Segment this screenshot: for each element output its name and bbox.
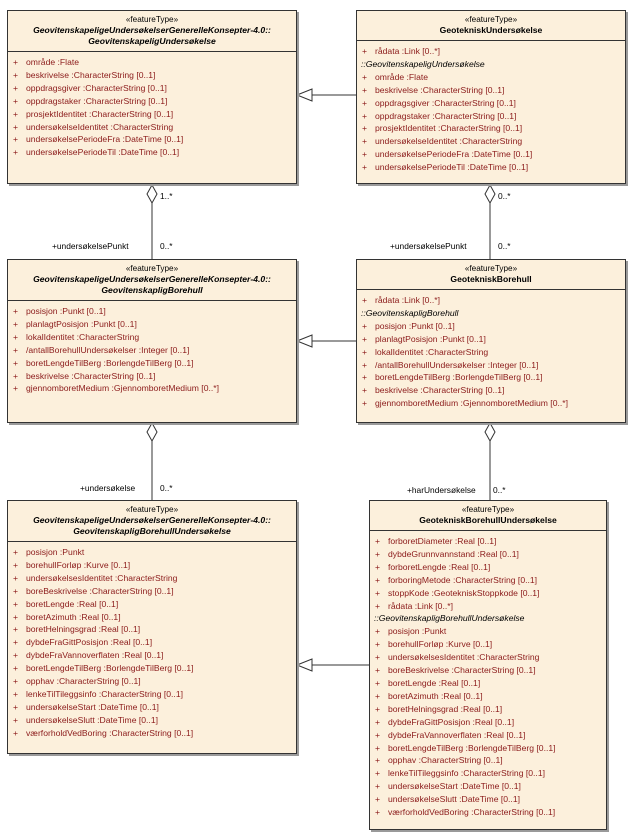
class-name: GeotekniskBorehullUndersøkelse (419, 515, 557, 525)
attribute-row (374, 625, 604, 638)
attribute-row (374, 651, 604, 664)
visibility-marker: + (13, 585, 19, 596)
visibility-marker: + (362, 110, 368, 121)
visibility-marker: + (13, 676, 19, 687)
attribute-text: forboretDiameter :Real [0..1] (388, 536, 497, 546)
visibility-marker: + (13, 559, 19, 570)
visibility-marker: + (375, 677, 381, 688)
inherited-attribute-list (361, 71, 623, 174)
attribute-row (374, 767, 604, 780)
attribute-text: oppdragstaker :CharacterString [0..1] (375, 110, 517, 121)
attribute-text: beskrivelse :CharacterString [0..1] (375, 84, 505, 95)
visibility-marker: + (375, 639, 381, 650)
attribute-row (361, 45, 623, 58)
visibility-marker: + (375, 807, 381, 818)
attribute-row (361, 371, 623, 384)
visibility-marker: + (362, 136, 368, 147)
attribute-row (12, 688, 294, 701)
visibility-marker: + (375, 561, 381, 572)
visibility-marker: + (362, 46, 368, 56)
generalization-borehull (297, 335, 356, 347)
class-name-package: GeovitenskapeligeUndersøkelserGenerelleKonsepter-4.0:: (33, 25, 271, 35)
attribute-row (361, 148, 623, 161)
attribute-row (12, 623, 294, 636)
attribute-row (361, 397, 623, 410)
visibility-marker: + (375, 781, 381, 792)
attribute-row (12, 662, 294, 675)
attribute-row (12, 146, 294, 159)
class-header (8, 260, 296, 301)
stereotype-label: «featureType» (464, 15, 518, 24)
attribute-text: gjennomboretMedium :GjennomboretMedium [0..*] (26, 383, 219, 394)
attribute-row (361, 135, 623, 148)
attribute-row (374, 535, 604, 548)
attribute-row (361, 346, 623, 359)
visibility-marker: + (13, 147, 19, 158)
attribute-row (374, 793, 604, 806)
attribute-text: posisjon :Punkt (26, 547, 85, 557)
visibility-marker: + (375, 729, 381, 740)
attribute-text: lenkeTilTileggsinfo :CharacterString [0..1] (26, 688, 183, 699)
attribute-row (374, 664, 604, 677)
attribute-text: værforholdVedBoring :CharacterString [0..1] (26, 727, 194, 738)
attribute-row (374, 600, 604, 613)
attribute-list (8, 52, 296, 161)
visibility-marker: + (13, 572, 19, 583)
attribute-text: boretLengdeTilBerg :BorlengdeTilBerg [0..1] (388, 742, 556, 753)
visibility-marker: + (13, 598, 19, 609)
visibility-marker: + (375, 742, 381, 753)
visibility-marker: + (362, 398, 368, 409)
visibility-marker: + (13, 134, 19, 145)
class-header (8, 501, 296, 542)
class-geovitenskaplig-borehull[interactable] (7, 259, 297, 423)
role-label: +undersøkelse (80, 483, 136, 493)
attribute-row (374, 806, 604, 819)
stereotype-label: «featureType» (464, 264, 518, 273)
attribute-text: boretLengde :Real [0..1] (26, 598, 119, 609)
attribute-row (12, 318, 294, 331)
attribute-row (374, 780, 604, 793)
visibility-marker: + (362, 162, 368, 173)
visibility-marker: + (13, 95, 19, 106)
attribute-row (361, 84, 623, 97)
visibility-marker: + (13, 611, 19, 622)
visibility-marker: + (375, 600, 381, 611)
multiplicity-label: 0..* (160, 483, 173, 493)
attribute-text: borehullForløp :Kurve [0..1] (388, 639, 493, 650)
attribute-row (12, 649, 294, 662)
attribute-text: rådata :Link [0..*] (375, 295, 440, 305)
attribute-text: /antallBorehullUndersøkelser :Integer [0..1] (26, 344, 190, 355)
attribute-row (12, 701, 294, 714)
attribute-row (12, 370, 294, 383)
visibility-marker: + (13, 306, 19, 316)
class-name: GeovitenskapeligUndersøkelse (88, 36, 216, 46)
visibility-marker: + (375, 574, 381, 585)
multiplicity-label: 1..* (160, 191, 173, 201)
attribute-row (12, 69, 294, 82)
aggregation-geo-undersokelse-borehull (485, 185, 495, 259)
attribute-row (374, 703, 604, 716)
attribute-text: rådata :Link [0..*] (388, 600, 453, 611)
visibility-marker: + (13, 688, 19, 699)
attribute-list (8, 301, 296, 397)
attribute-text: dybdeFraGittPosisjon :Real [0..1] (26, 637, 153, 648)
multiplicity-label: 0..* (498, 241, 511, 251)
attribute-text: område :Flate (26, 57, 80, 67)
attribute-section (370, 531, 606, 821)
attribute-text: område :Flate (375, 71, 429, 82)
attribute-text: lokalIdentitet :CharacterString (375, 346, 489, 357)
attribute-text: undersøkelsePeriodeFra :DateTime [0..1] (26, 134, 184, 145)
attribute-row (374, 716, 604, 729)
attribute-row (361, 333, 623, 346)
attribute-text: boretLengdeTilBerg :BorlengdeTilBerg [0..1] (375, 372, 543, 383)
attribute-text: undersøkelseStart :DateTime [0..1] (388, 781, 521, 792)
attribute-text: undersøkelseIdentitet :CharacterString (26, 121, 174, 132)
class-name-package: GeovitenskapeligeUndersøkelserGenerelleKonsepter-4.0:: (33, 515, 271, 525)
visibility-marker: + (375, 665, 381, 676)
attribute-text: undersøkelseSlutt :DateTime [0..1] (26, 714, 158, 725)
visibility-marker: + (13, 701, 19, 712)
visibility-marker: + (362, 295, 368, 305)
attribute-row (12, 675, 294, 688)
attribute-text: posisjon :Punkt (388, 626, 447, 637)
attribute-text: undersøkelsesIdentitet :CharacterString (26, 572, 178, 583)
visibility-marker: + (13, 714, 19, 725)
generalization-undersokelse (297, 89, 356, 101)
visibility-marker: + (13, 69, 19, 80)
inherited-attribute-list (361, 320, 623, 410)
stereotype-label: «featureType» (125, 505, 179, 514)
visibility-marker: + (375, 652, 381, 663)
attribute-text: undersøkelseSlutt :DateTime [0..1] (388, 794, 520, 805)
attribute-text: prosjektIdentitet :CharacterString [0..1] (375, 123, 523, 134)
attribute-text: dybdeGrunnvannstand :Real [0..1] (388, 548, 519, 559)
attribute-row (12, 382, 294, 395)
attribute-row (12, 331, 294, 344)
visibility-marker: + (362, 333, 368, 344)
attribute-text: oppdragstaker :CharacterString [0..1] (26, 95, 168, 106)
visibility-marker: + (13, 57, 19, 67)
attribute-row (12, 82, 294, 95)
attribute-text: oppdragsgiver :CharacterString [0..1] (26, 82, 167, 93)
class-geoteknisk-borehull-undersokelse[interactable] (369, 500, 607, 830)
visibility-marker: + (362, 123, 368, 134)
visibility-marker: + (362, 97, 368, 108)
attribute-text: prosjektIdentitet :CharacterString [0..1] (26, 108, 174, 119)
multiplicity-label: 0..* (493, 485, 506, 495)
attribute-row (361, 384, 623, 397)
attribute-row (374, 638, 604, 651)
attribute-row (374, 561, 604, 574)
attribute-text: boretHelningsgrad :Real [0..1] (388, 703, 503, 714)
class-header (357, 11, 625, 41)
attribute-text: undersøkelsePeriodeTil :DateTime [0..1] (375, 162, 529, 173)
multiplicity-label: 0..* (498, 191, 511, 201)
visibility-marker: + (375, 626, 381, 637)
attribute-text: dybdeFraVannoverflaten :Real [0..1] (26, 650, 164, 661)
visibility-marker: + (362, 71, 368, 82)
attribute-row (12, 585, 294, 598)
attribute-row (12, 357, 294, 370)
visibility-marker: + (13, 344, 19, 355)
attribute-list (8, 542, 296, 742)
class-name: GeotekniskUndersøkelse (439, 25, 543, 35)
attribute-row (361, 320, 623, 333)
visibility-marker: + (13, 637, 19, 648)
attribute-text: boretAzimuth :Real [0..1] (388, 690, 483, 701)
attribute-text: undersøkelsePeriodeTil :DateTime [0..1] (26, 147, 180, 158)
visibility-marker: + (13, 318, 19, 329)
attribute-text: forboringMetode :CharacterString [0..1] (388, 574, 538, 585)
attribute-section (357, 290, 625, 412)
attribute-row (374, 729, 604, 742)
attribute-text: opphav :CharacterString [0..1] (388, 755, 503, 766)
own-attribute-list (361, 294, 623, 307)
attribute-row (374, 677, 604, 690)
class-name: GeotekniskBorehull (450, 274, 532, 284)
attribute-text: beskrivelse :CharacterString [0..1] (375, 385, 505, 396)
attribute-text: posisjon :Punkt [0..1] (26, 306, 106, 316)
attribute-text: stoppKode :GeotekniskStoppkode [0..1] (388, 587, 540, 598)
visibility-marker: + (362, 372, 368, 383)
attribute-row (12, 636, 294, 649)
visibility-marker: + (13, 108, 19, 119)
aggregation-gen-borehull-undersokelse (147, 423, 157, 500)
class-geoteknisk-borehull[interactable] (356, 259, 626, 423)
attribute-text: undersøkelsePeriodeFra :DateTime [0..1] (375, 149, 533, 160)
multiplicity-label: 0..* (160, 241, 173, 251)
attribute-text: undersøkelsesIdentitet :CharacterString (388, 652, 540, 663)
visibility-marker: + (13, 331, 19, 342)
attribute-text: posisjon :Punkt [0..1] (375, 320, 455, 331)
stereotype-label: «featureType» (125, 15, 179, 24)
attribute-text: borehullForløp :Kurve [0..1] (26, 559, 131, 570)
visibility-marker: + (362, 385, 368, 396)
stereotype-label: «featureType» (461, 505, 515, 514)
own-attribute-list (361, 45, 623, 58)
class-geoteknisk-undersokelse[interactable] (356, 10, 626, 184)
visibility-marker: + (375, 716, 381, 727)
visibility-marker: + (362, 149, 368, 160)
attribute-text: planlagtPosisjon :Punkt [0..1] (375, 333, 486, 344)
class-header (370, 501, 606, 531)
attribute-text: boreBeskrivelse :CharacterString [0..1] (26, 585, 174, 596)
own-attribute-list (374, 535, 604, 612)
attribute-row (12, 727, 294, 740)
visibility-marker: + (375, 690, 381, 701)
attribute-text: boretLengdeTilBerg :BorlengdeTilBerg [0..1] (26, 663, 194, 674)
visibility-marker: + (375, 768, 381, 779)
attribute-text: dybdeFraVannoverflaten :Real [0..1] (388, 729, 526, 740)
attribute-text: gjennomboretMedium :GjennomboretMedium [0..*] (375, 398, 568, 409)
attribute-row (374, 548, 604, 561)
role-label: +undersøkelsePunkt (52, 241, 129, 251)
attribute-row (12, 572, 294, 585)
inherited-attribute-list (374, 625, 604, 819)
visibility-marker: + (362, 359, 368, 370)
attribute-text: /antallBorehullUndersøkelser :Integer [0..1] (375, 359, 539, 370)
visibility-marker: + (375, 755, 381, 766)
attribute-row (374, 587, 604, 600)
attribute-row (12, 133, 294, 146)
stereotype-label: «featureType» (125, 264, 179, 273)
attribute-text: beskrivelse :CharacterString [0..1] (26, 370, 156, 381)
visibility-marker: + (362, 320, 368, 331)
attribute-row (12, 95, 294, 108)
attribute-row (12, 559, 294, 572)
attribute-text: lokalIdentitet :CharacterString (26, 331, 140, 342)
attribute-row (361, 97, 623, 110)
visibility-marker: + (362, 346, 368, 357)
visibility-marker: + (13, 82, 19, 93)
class-name-package: GeovitenskapeligeUndersøkelserGenerelleKonsepter-4.0:: (33, 274, 271, 284)
class-geovitenskapelig-undersokelse[interactable] (7, 10, 297, 184)
visibility-marker: + (13, 121, 19, 132)
visibility-marker: + (375, 703, 381, 714)
class-header (357, 260, 625, 290)
attribute-text: undersøkelseStart :DateTime [0..1] (26, 701, 159, 712)
visibility-marker: + (375, 587, 381, 598)
attribute-row (374, 574, 604, 587)
attribute-row (361, 122, 623, 135)
attribute-row (12, 714, 294, 727)
attribute-text: opphav :CharacterString [0..1] (26, 676, 141, 687)
class-name: GeovitenskapligBorehull (101, 285, 203, 295)
attribute-text: boretAzimuth :Real [0..1] (26, 611, 121, 622)
attribute-text: rådata :Link [0..*] (375, 46, 440, 56)
attribute-text: lenkeTilTileggsinfo :CharacterString [0..1] (388, 768, 545, 779)
inherited-label: ::GeovitenskapligBorehullUndersøkelse (374, 613, 525, 624)
attribute-row (374, 690, 604, 703)
visibility-marker: + (13, 547, 19, 557)
aggregation-gen-undersokelse-borehull (147, 185, 157, 259)
attribute-row (12, 305, 294, 318)
attribute-text: boretHelningsgrad :Real [0..1] (26, 624, 141, 635)
visibility-marker: + (13, 383, 19, 394)
attribute-row (12, 611, 294, 624)
attribute-text: boreBeskrivelse :CharacterString [0..1] (388, 665, 536, 676)
attribute-text: boretLengde :Real [0..1] (388, 677, 481, 688)
attribute-text: værforholdVedBoring :CharacterString [0..1] (388, 807, 556, 818)
attribute-text: boretLengdeTilBerg :BorlengdeTilBerg [0..1] (26, 357, 194, 368)
class-name: GeovitenskapligBorehullUndersøkelse (73, 526, 231, 536)
visibility-marker: + (13, 650, 19, 661)
visibility-marker: + (13, 624, 19, 635)
attribute-row (12, 108, 294, 121)
attribute-row (374, 742, 604, 755)
attribute-row (361, 161, 623, 174)
attribute-text: forboretLengde :Real [0..1] (388, 561, 491, 572)
visibility-marker: + (375, 794, 381, 805)
attribute-row (374, 754, 604, 767)
attribute-row (361, 71, 623, 84)
attribute-row (12, 546, 294, 559)
visibility-marker: + (375, 536, 381, 546)
attribute-text: planlagtPosisjon :Punkt [0..1] (26, 318, 137, 329)
attribute-row (361, 359, 623, 372)
inherited-label: ::GeovitenskapligBorehull (361, 307, 459, 318)
visibility-marker: + (362, 84, 368, 95)
class-header (8, 11, 296, 52)
inherited-label: ::GeovitenskapeligUndersøkelse (361, 58, 485, 69)
attribute-row (12, 56, 294, 69)
generalization-borehull-undersokelse (297, 659, 369, 671)
attribute-row (12, 598, 294, 611)
visibility-marker: + (13, 370, 19, 381)
attribute-row (12, 344, 294, 357)
attribute-section (357, 41, 625, 176)
attribute-text: dybdeFraGittPosisjon :Real [0..1] (388, 716, 515, 727)
attribute-row (361, 110, 623, 123)
attribute-text: undersøkelseIdentitet :CharacterString (375, 136, 523, 147)
role-label: +harUndersøkelse (407, 485, 476, 495)
attribute-text: beskrivelse :CharacterString [0..1] (26, 69, 156, 80)
visibility-marker: + (13, 663, 19, 674)
attribute-row (12, 121, 294, 134)
visibility-marker: + (13, 357, 19, 368)
class-geovitenskaplig-borehull-undersokelse[interactable] (7, 500, 297, 754)
visibility-marker: + (375, 548, 381, 559)
visibility-marker: + (13, 727, 19, 738)
attribute-row (361, 294, 623, 307)
attribute-text: oppdragsgiver :CharacterString [0..1] (375, 97, 516, 108)
role-label: +undersøkelsePunkt (390, 241, 467, 251)
